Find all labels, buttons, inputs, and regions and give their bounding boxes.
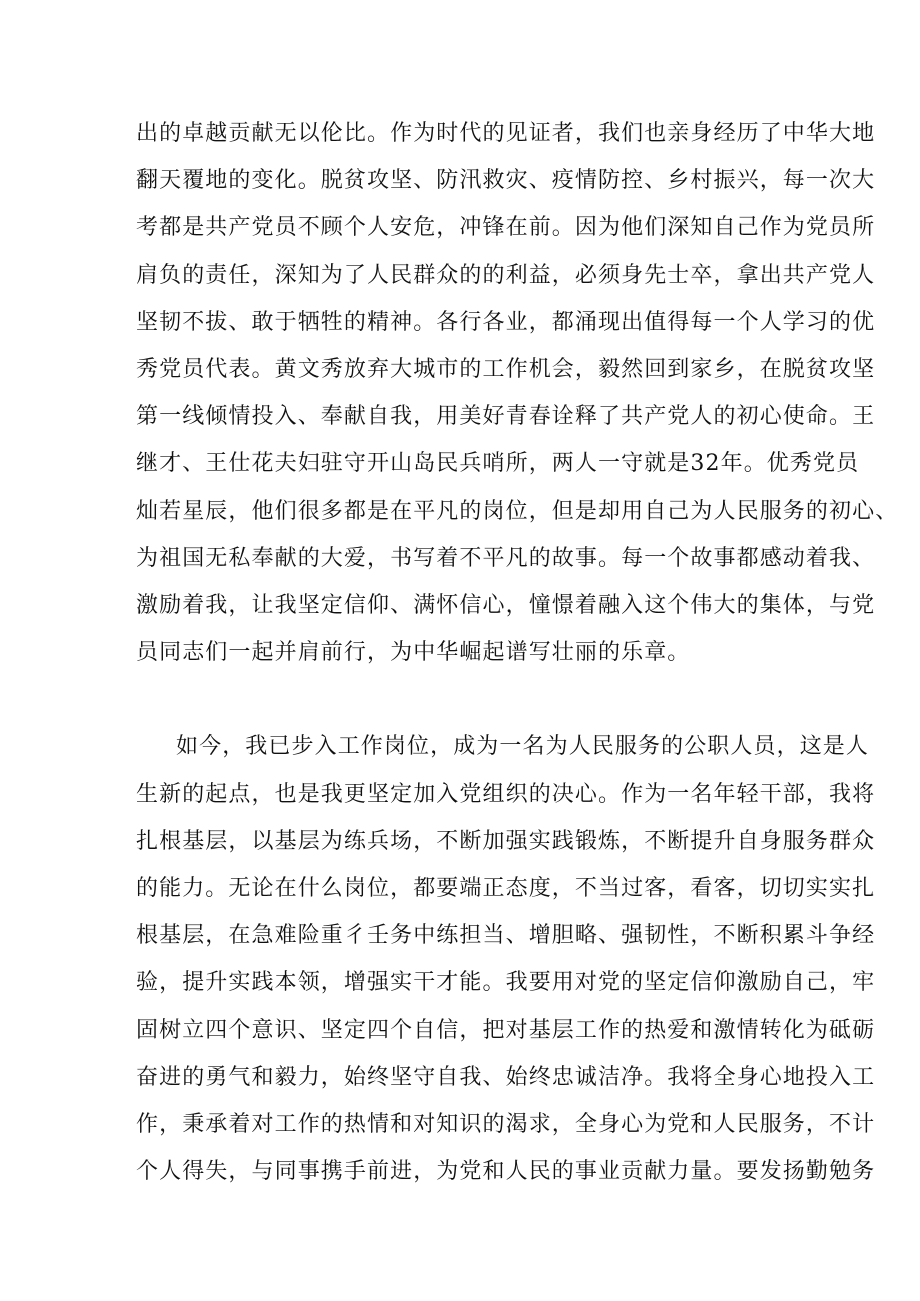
paragraph-2 bbox=[136, 723, 876, 1195]
document-body bbox=[136, 110, 899, 1195]
text-line: 考都是共产党员不顾个人安危，冲锋在前。因为他们深知自己作为党员所 bbox=[136, 215, 876, 241]
text-line: 第一线倾情投入、奉献自我，用美好青春诠释了共产党人的初心使命。王 bbox=[136, 404, 876, 430]
text-line: 的能力。无论在什么岗位，都要端正态度，不当过客，看客，切切实实扎 bbox=[136, 876, 876, 901]
text-line: 作，秉承着对工作的热情和对知识的渴求，全身心为党和人民服务，不计 bbox=[136, 1111, 876, 1137]
text-line: 验，提升实践本领，增强实干才能。我要用对党的坚定信仰激励自己，牢 bbox=[136, 970, 876, 996]
text-line: 扎根基层，以基层为练兵场，不断加强实践锻炼，不断提升自身服务群众 bbox=[136, 828, 876, 854]
text-line: 根基层，在急难险重彳壬务中练担当、增胆略、强韧性，不断积累斗争经 bbox=[136, 923, 876, 949]
text-line: 个人得失，与同事携手前进，为党和人民的事业贡献力量。要发扬勤勉务 bbox=[136, 1159, 876, 1185]
paragraph-gap bbox=[136, 676, 796, 723]
text-line: 固树立四个意识、坚定四个自信，把对基层工作的热爱和激情转化为砥砺 bbox=[136, 1017, 876, 1043]
text-line: 继才、王仕花夫妇驻守开山岛民兵哨所，两人一守就是32年。优秀党员 bbox=[136, 451, 860, 477]
text-line: 秀党员代表。黄文秀放弃大城市的工作机会，毅然回到家乡，在脱贫攻坚 bbox=[136, 356, 876, 382]
paragraph-1 bbox=[136, 110, 899, 676]
text-line: 生新的起点，也是我更坚定加入党组织的决心。作为一名年轻干部，我将 bbox=[136, 781, 876, 807]
text-line: 出的卓越贡献无以伦比。作为时代的见证者，我们也亲身经历了中华大地 bbox=[136, 121, 876, 146]
text-line: 肩负的责任，深知为了人民群众的的利益，必须身先士卒，拿出共产党人 bbox=[136, 262, 876, 288]
text-line: 灿若星辰，他们很多都是在平凡的岗位，但是却用自己为人民服务的初心、 bbox=[136, 498, 899, 524]
text-line: 坚韧不拔、敢于牺牲的精神。各行各业，都涌现出值得每一个人学习的优 bbox=[136, 309, 876, 335]
text-line: 为祖国无私奉献的大爱，书写着不平凡的故事。每一个故事都感动着我、 bbox=[136, 545, 876, 571]
text-line: 激励着我，让我坚定信仰、满怀信心，憧憬着融入这个伟大的集体，与党 bbox=[136, 592, 876, 618]
text-line-indented: 如今，我已步入工作岗位，成为一名为人民服务的公职人员，这是人 bbox=[176, 734, 870, 760]
text-line: 员同志们一起并肩前行，为中华崛起谱写壮丽的乐章。 bbox=[136, 640, 691, 666]
text-line: 翻天覆地的变化。脱贫攻坚、防汛救灾、疫情防控、乡村振兴，每一次大 bbox=[136, 168, 876, 194]
text-line: 奋进的勇气和毅力，始终坚守自我、始终忠诚洁净。我将全身心地投入工 bbox=[136, 1064, 876, 1090]
